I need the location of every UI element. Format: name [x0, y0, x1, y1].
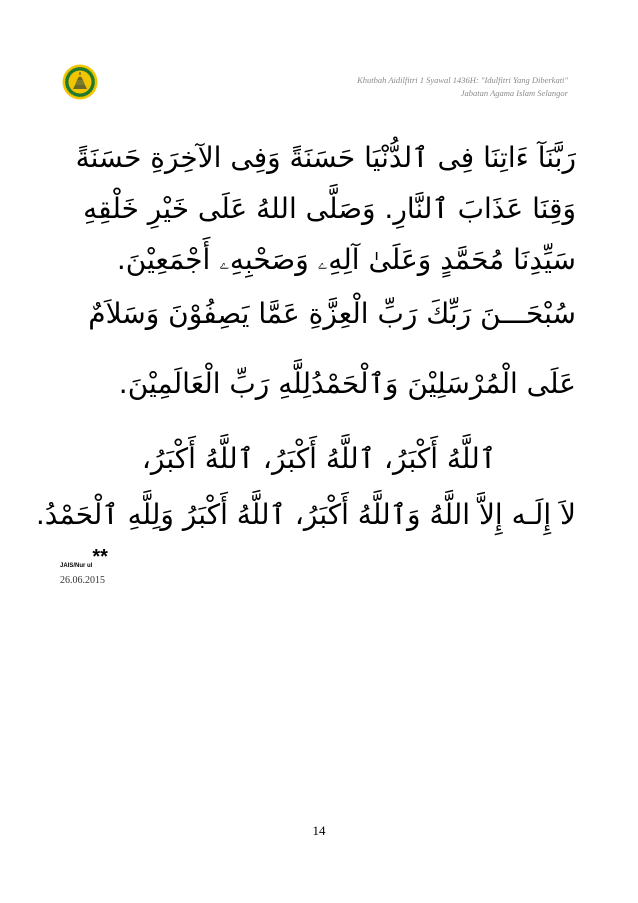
document-date: 26.06.2015 [60, 575, 105, 586]
arabic-line-5: عَلَى الْمُرْسَلِيْنَ وَٱلْحَمْدُلِلَّهِ رَبِّ الْعَالَمِيْنَ. [118, 367, 576, 400]
arabic-line-1: رَبَّنَآ ءَاتِنَا فِى ٱلدُّنْيَا حَسَنَةً وَفِى الآخِرَةِ حَسَنَةً [75, 141, 576, 174]
arabic-line-3: سَيِّدِنَا مُحَمَّدٍ وَعَلَىٰ آلِهِۦ وَصَحْبِهِۦ أَجْمَعِيْنَ. [116, 243, 576, 276]
document-header [248, 74, 568, 100]
arabic-line-6: ٱللَّهُ أَكْبَرُ، ٱللَّهُ أَكْبَرُ، ٱللَّهُ أَكْبَرُ، [141, 442, 497, 475]
author-mark [60, 546, 108, 573]
author-initials: JAIS/Nur ul [60, 563, 93, 569]
footnote-stars: ** [92, 546, 108, 568]
arabic-line-2: وَقِنَا عَذَابَ ٱلنَّارِ. وَصَلَّى اللهُ عَلَى خَيْرِ خَلْقِهِ [83, 192, 576, 225]
arabic-line-4: سُبْحَـــنَ رَبِّكَ رَبِّ الْعِزَّةِ عَمَّا يَصِفُوْنَ وَسَلاَمٌ [88, 297, 576, 330]
header-organization: Jabatan Agama Islam Selangor [460, 88, 568, 98]
jais-crest-icon [62, 64, 98, 100]
header-title: Khutbah Aidilfitri 1 Syawal 1436H: "Idulfitri Yang Diberkati" [357, 75, 568, 85]
page-number: 14 [312, 823, 326, 838]
arabic-line-7: لاَ إِلَـه إِلاَّ اللَّهُ وَٱللَّهُ أَكْبَرُ، ٱللَّهُ أَكْبَرُ وَلِلَّهِ ٱلْحَمْدُ. [35, 498, 576, 531]
